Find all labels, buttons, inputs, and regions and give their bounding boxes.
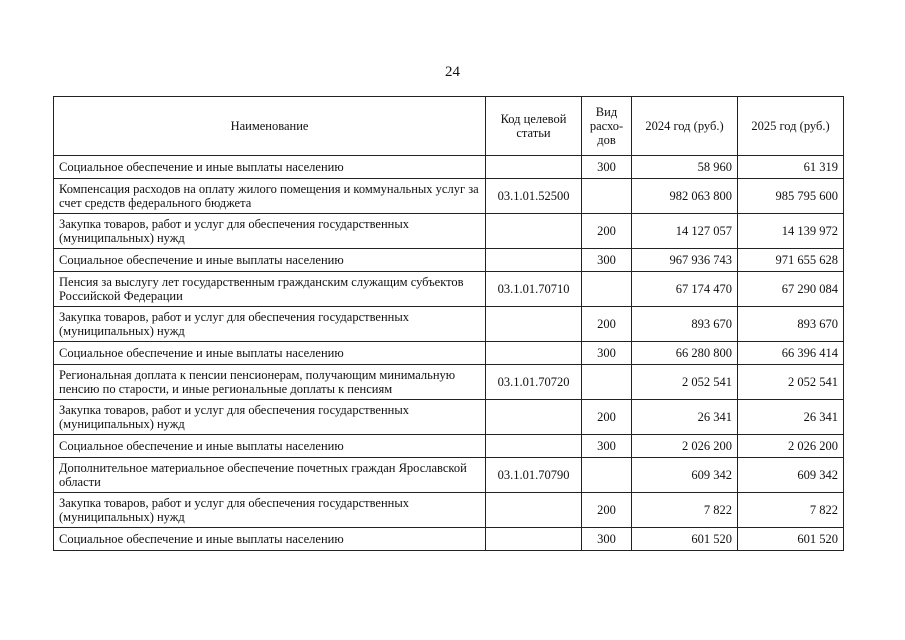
cell-name: Закупка товаров, работ и услуг для обеспечения государственных (муниципальных) нужд xyxy=(54,493,486,528)
cell-name: Региональная доплата к пенсии пенсионерам, получающим минимальную пенсию по старости, и иные региональные доплаты к пенсиям xyxy=(54,365,486,400)
cell-code xyxy=(486,435,582,458)
table-row xyxy=(54,400,844,435)
cell-code xyxy=(486,493,582,528)
cell-name: Социальное обеспечение и иные выплаты населению xyxy=(54,435,486,458)
cell-2024: 14 127 057 xyxy=(632,214,738,249)
cell-2024: 893 670 xyxy=(632,307,738,342)
cell-2024: 601 520 xyxy=(632,528,738,551)
cell-name: Дополнительное материальное обеспечение почетных граждан Ярославской области xyxy=(54,458,486,493)
cell-name: Закупка товаров, работ и услуг для обеспечения государственных (муниципальных) нужд xyxy=(54,400,486,435)
cell-code: 03.1.01.70790 xyxy=(486,458,582,493)
header-2024: 2024 год (руб.) xyxy=(632,97,738,156)
cell-code xyxy=(486,307,582,342)
cell-code xyxy=(486,528,582,551)
cell-2024: 66 280 800 xyxy=(632,342,738,365)
cell-name: Закупка товаров, работ и услуг для обеспечения государственных (муниципальных) нужд xyxy=(54,214,486,249)
cell-type: 300 xyxy=(582,342,632,365)
cell-name: Социальное обеспечение и иные выплаты населению xyxy=(54,528,486,551)
cell-code xyxy=(486,249,582,272)
cell-2024: 967 936 743 xyxy=(632,249,738,272)
cell-2025: 66 396 414 xyxy=(738,342,844,365)
cell-type: 200 xyxy=(582,307,632,342)
cell-code: 03.1.01.52500 xyxy=(486,179,582,214)
cell-2025: 893 670 xyxy=(738,307,844,342)
cell-code xyxy=(486,156,582,179)
table-row xyxy=(54,249,844,272)
cell-2024: 609 342 xyxy=(632,458,738,493)
cell-name: Социальное обеспечение и иные выплаты населению xyxy=(54,156,486,179)
cell-type xyxy=(582,179,632,214)
cell-type xyxy=(582,458,632,493)
cell-type: 200 xyxy=(582,400,632,435)
table-row xyxy=(54,435,844,458)
cell-type: 300 xyxy=(582,249,632,272)
cell-type xyxy=(582,272,632,307)
cell-2024: 67 174 470 xyxy=(632,272,738,307)
cell-2025: 2 026 200 xyxy=(738,435,844,458)
table-row xyxy=(54,156,844,179)
cell-2025: 985 795 600 xyxy=(738,179,844,214)
cell-2024: 26 341 xyxy=(632,400,738,435)
cell-2025: 601 520 xyxy=(738,528,844,551)
cell-name: Социальное обеспечение и иные выплаты населению xyxy=(54,249,486,272)
cell-code xyxy=(486,214,582,249)
table-header-row xyxy=(54,97,844,156)
table-row xyxy=(54,365,844,400)
page-number: 24 xyxy=(445,64,460,80)
table-row xyxy=(54,458,844,493)
cell-type: 200 xyxy=(582,214,632,249)
cell-2024: 982 063 800 xyxy=(632,179,738,214)
cell-2025: 609 342 xyxy=(738,458,844,493)
cell-name: Закупка товаров, работ и услуг для обеспечения государственных (муниципальных) нужд xyxy=(54,307,486,342)
cell-code xyxy=(486,400,582,435)
cell-type: 200 xyxy=(582,493,632,528)
cell-type: 300 xyxy=(582,156,632,179)
cell-2025: 2 052 541 xyxy=(738,365,844,400)
cell-2024: 58 960 xyxy=(632,156,738,179)
cell-2025: 26 341 xyxy=(738,400,844,435)
cell-code: 03.1.01.70710 xyxy=(486,272,582,307)
cell-2025: 61 319 xyxy=(738,156,844,179)
header-code: Код целевой статьи xyxy=(486,97,582,156)
cell-2025: 67 290 084 xyxy=(738,272,844,307)
cell-code: 03.1.01.70720 xyxy=(486,365,582,400)
cell-2024: 7 822 xyxy=(632,493,738,528)
cell-name: Социальное обеспечение и иные выплаты населению xyxy=(54,342,486,365)
table-row xyxy=(54,272,844,307)
table-row xyxy=(54,528,844,551)
cell-name: Пенсия за выслугу лет государственным гражданским служащим субъектов Российской Федерации xyxy=(54,272,486,307)
cell-type xyxy=(582,365,632,400)
header-name: Наименование xyxy=(54,97,486,156)
table-row xyxy=(54,214,844,249)
table-row xyxy=(54,342,844,365)
cell-code xyxy=(486,342,582,365)
header-2025: 2025 год (руб.) xyxy=(738,97,844,156)
budget-table xyxy=(53,96,844,551)
cell-type: 300 xyxy=(582,435,632,458)
cell-type: 300 xyxy=(582,528,632,551)
cell-2025: 7 822 xyxy=(738,493,844,528)
header-type: Вид расхо-дов xyxy=(582,97,632,156)
cell-name: Компенсация расходов на оплату жилого помещения и коммунальных услуг за счет средств федерального бюджета xyxy=(54,179,486,214)
cell-2025: 14 139 972 xyxy=(738,214,844,249)
table-row xyxy=(54,179,844,214)
cell-2024: 2 026 200 xyxy=(632,435,738,458)
cell-2025: 971 655 628 xyxy=(738,249,844,272)
table-row xyxy=(54,307,844,342)
table-row xyxy=(54,493,844,528)
cell-2024: 2 052 541 xyxy=(632,365,738,400)
